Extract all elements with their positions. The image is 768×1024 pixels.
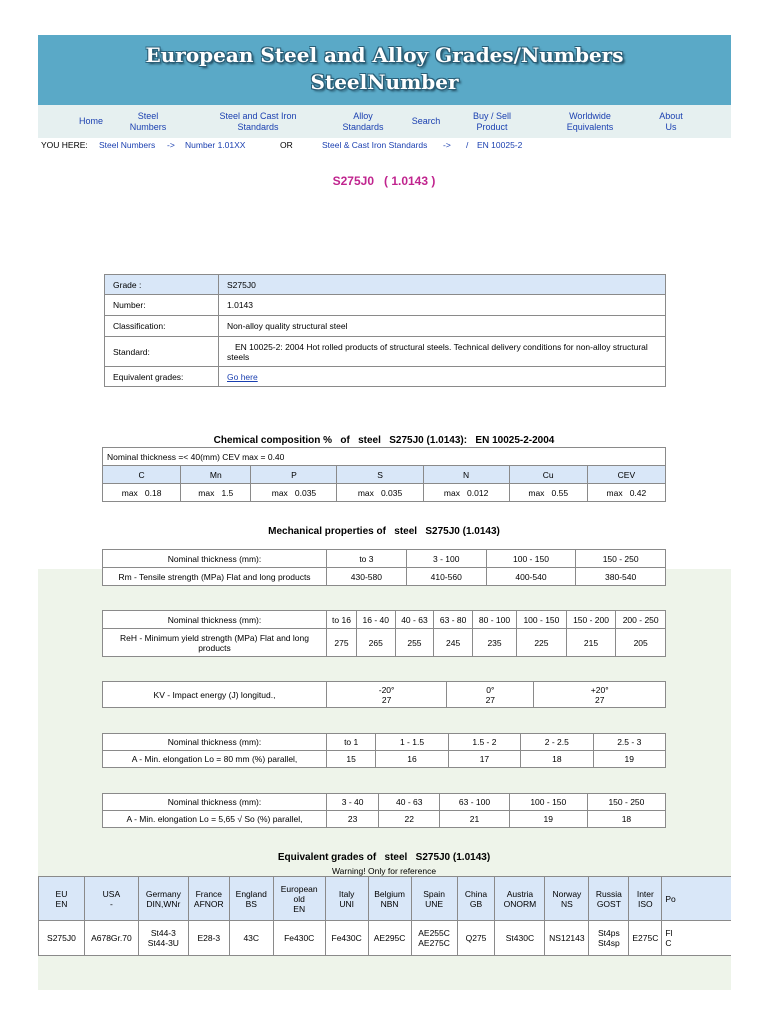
site-subtitle: SteelNumber [310, 70, 459, 94]
mech-title: Mechanical properties of steel S275J0 (1.0143) [268, 526, 500, 537]
yield-value: 215 [566, 629, 616, 657]
yield-header: 200 - 250 [616, 611, 666, 629]
yield-header-label: Nominal thickness (mm): [103, 611, 327, 629]
impact-temp: 0° [486, 684, 495, 695]
breadcrumb-label: YOU HERE: [41, 140, 88, 150]
chem-header: S [337, 466, 423, 484]
yield-value: 255 [395, 629, 434, 657]
table-row [103, 811, 666, 828]
table-row [105, 367, 666, 387]
table-row [105, 275, 666, 295]
equiv-value: Q275 [457, 921, 495, 956]
equiv-header: Austria ONORM [495, 877, 545, 921]
nav-worldwide-equivalents[interactable]: Worldwide Equivalents [566, 110, 614, 132]
yield-header: 40 - 63 [395, 611, 434, 629]
yield-value: 265 [356, 629, 395, 657]
chem-value: max 0.42 [587, 484, 665, 502]
table-row [103, 484, 666, 502]
tensile-value: 430-580 [327, 568, 407, 586]
yield-header: to 16 [327, 611, 357, 629]
impact-table [102, 681, 666, 708]
nav-buy-sell[interactable]: Buy / Sell Product [472, 110, 512, 132]
chem-header: CEV [587, 466, 665, 484]
nav-home[interactable]: Home [78, 116, 103, 126]
equiv-value: NS12143 [545, 921, 589, 956]
elong565-value: 18 [587, 811, 665, 828]
elong565-header: 100 - 150 [509, 794, 587, 811]
nav-alloy-standards[interactable]: Alloy Standards [342, 110, 384, 132]
table-row [103, 682, 666, 708]
info-label: Number: [105, 295, 219, 316]
table-row [105, 316, 666, 337]
equiv-value: Fl C [662, 921, 731, 956]
chem-title: Chemical composition % of steel S275J0 (1.0143): EN 10025-2-2004 [213, 435, 555, 446]
table-row [103, 448, 666, 466]
elong80-value: 18 [521, 751, 593, 768]
equiv-value: Fe430C [273, 921, 325, 956]
equiv-header: England BS [229, 877, 273, 921]
yield-value: 205 [616, 629, 666, 657]
elong565-value: 21 [440, 811, 510, 828]
yield-header: 100 - 150 [517, 611, 567, 629]
elong565-value: 19 [509, 811, 587, 828]
chem-note: Nominal thickness =< 40(mm) CEV max = 0.40 [103, 448, 666, 466]
tensile-row-label: Rm - Tensile strength (MPa) Flat and long products [103, 568, 327, 586]
tensile-header: 100 - 150 [486, 550, 576, 568]
table-row [103, 466, 666, 484]
table-row [103, 611, 666, 629]
info-value: 1.0143 [219, 295, 666, 316]
grade-info-table [104, 274, 666, 387]
yield-value: 275 [327, 629, 357, 657]
yield-header: 150 - 200 [566, 611, 616, 629]
elong80-header-label: Nominal thickness (mm): [103, 734, 327, 751]
elong80-header: 2.5 - 3 [593, 734, 665, 751]
chem-header: N [423, 466, 509, 484]
equiv-value: S275J0 [39, 921, 85, 956]
elongation-80-table [102, 733, 666, 768]
impact-value: 27 [381, 694, 392, 705]
equiv-header: Inter ISO [629, 877, 662, 921]
chem-value: max 0.035 [251, 484, 337, 502]
impact-value: 27 [485, 694, 496, 705]
table-row [105, 337, 666, 367]
table-row [103, 734, 666, 751]
info-label: Standard: [105, 337, 219, 367]
equiv-table-clip [38, 876, 731, 956]
grade-title: S275J0 ( 1.0143 ) [332, 174, 436, 188]
elong565-header-label: Nominal thickness (mm): [103, 794, 327, 811]
equiv-header: USA - [84, 877, 138, 921]
site-header [38, 35, 731, 105]
info-label: Grade : [105, 275, 219, 295]
equiv-value: 43C [229, 921, 273, 956]
yield-value: 235 [472, 629, 516, 657]
table-row [105, 295, 666, 316]
elong565-value: 22 [379, 811, 440, 828]
equiv-header: Norway NS [545, 877, 589, 921]
chem-header: Cu [509, 466, 587, 484]
breadcrumb-steel-numbers[interactable]: Steel Numbers [99, 140, 156, 150]
elong565-header: 3 - 40 [327, 794, 379, 811]
impact-temp: -20° [378, 684, 395, 695]
chem-value: max 1.5 [181, 484, 251, 502]
equiv-header: Po [662, 877, 731, 921]
equiv-value: St430C [495, 921, 545, 956]
elong80-header: 1.5 - 2 [448, 734, 520, 751]
equiv-value: E28-3 [188, 921, 229, 956]
chem-value: max 0.012 [423, 484, 509, 502]
breadcrumb-number[interactable]: Number 1.01XX [185, 140, 246, 150]
tensile-header: 150 - 250 [576, 550, 666, 568]
yield-value: 225 [517, 629, 567, 657]
equivalent-grades-link[interactable]: Go here [227, 371, 258, 382]
equiv-header: Belgium NBN [368, 877, 411, 921]
elong80-header: to 1 [327, 734, 376, 751]
equiv-value: E275C [629, 921, 662, 956]
chem-header: P [251, 466, 337, 484]
chem-table [102, 447, 666, 502]
equiv-value: AE255C AE275C [411, 921, 457, 956]
chem-value: max 0.035 [337, 484, 423, 502]
impact-temp: +20° [590, 684, 609, 695]
equiv-header: EU EN [39, 877, 85, 921]
equiv-header: European old EN [273, 877, 325, 921]
equiv-value: A678Gr.70 [84, 921, 138, 956]
breadcrumb-arrow: -> [167, 140, 175, 150]
tensile-header: to 3 [327, 550, 407, 568]
nav-steel-standards[interactable]: Steel and Cast Iron Standards [219, 110, 297, 132]
equiv-header: France AFNOR [188, 877, 229, 921]
equiv-header: Spain UNE [411, 877, 457, 921]
table-row [103, 568, 666, 586]
elong80-row-label: A - Min. elongation Lo = 80 mm (%) parallel, [103, 751, 327, 768]
nav-about-us[interactable]: About Us [659, 110, 683, 132]
chem-value: max 0.55 [509, 484, 587, 502]
elong565-header: 40 - 63 [379, 794, 440, 811]
table-row [103, 629, 666, 657]
elong565-row-label: A - Min. elongation Lo = 5,65 √ So (%) parallel, [103, 811, 327, 828]
tensile-value: 410-560 [406, 568, 486, 586]
equiv-value: AE295C [368, 921, 411, 956]
info-label: Equivalent grades: [105, 367, 219, 387]
impact-value: 27 [594, 694, 605, 705]
info-label: Classification: [105, 316, 219, 337]
chem-header: C [103, 466, 181, 484]
elong80-value: 16 [376, 751, 448, 768]
equiv-table [38, 876, 731, 956]
info-value: EN 10025-2: 2004 Hot rolled products of structural steels. Technical delivery conditions for non-alloy structural steels [219, 337, 666, 367]
elong80-value: 17 [448, 751, 520, 768]
yield-row-label: ReH - Minimum yield strength (MPa) Flat and long products [103, 629, 327, 657]
nav-steel-numbers[interactable]: Steel Numbers [129, 110, 167, 132]
yield-header: 16 - 40 [356, 611, 395, 629]
tensile-value: 400-540 [486, 568, 576, 586]
tensile-table [102, 549, 666, 586]
yield-value: 245 [434, 629, 473, 657]
info-value: S275J0 [219, 275, 666, 295]
breadcrumb-standards[interactable]: Steel & Cast Iron Standards [322, 140, 428, 150]
equiv-title: Equivalent grades of steel S275J0 (1.0143) [277, 852, 491, 863]
equiv-header: China GB [457, 877, 495, 921]
yield-table [102, 610, 666, 657]
elongation-565-table [102, 793, 666, 828]
main-nav [38, 105, 731, 138]
chem-value: max 0.18 [103, 484, 181, 502]
table-row [39, 877, 732, 921]
elong565-value: 23 [327, 811, 379, 828]
elong80-header: 2 - 2.5 [521, 734, 593, 751]
equiv-header: Germany DIN,WNr [138, 877, 188, 921]
site-title: European Steel and Alloy Grades/Numbers [145, 43, 624, 67]
equiv-value: St4ps St4sp [589, 921, 629, 956]
info-value: Non-alloy quality structural steel [219, 316, 666, 337]
table-row [103, 751, 666, 768]
yield-header: 63 - 80 [434, 611, 473, 629]
tensile-header-label: Nominal thickness (mm): [103, 550, 327, 568]
breadcrumb-slash: / [466, 140, 469, 150]
breadcrumb-or: OR [280, 140, 293, 150]
equiv-header: Italy UNI [325, 877, 368, 921]
table-row [103, 550, 666, 568]
impact-label: KV - Impact energy (J) longitud., [103, 682, 327, 708]
yield-header: 80 - 100 [472, 611, 516, 629]
table-row [103, 794, 666, 811]
equiv-header: Russia GOST [589, 877, 629, 921]
tensile-header: 3 - 100 [406, 550, 486, 568]
elong565-header: 63 - 100 [440, 794, 510, 811]
tensile-value: 380-540 [576, 568, 666, 586]
chem-header: Mn [181, 466, 251, 484]
elong80-value: 15 [327, 751, 376, 768]
elong80-header: 1 - 1.5 [376, 734, 448, 751]
breadcrumb-en[interactable]: EN 10025-2 [477, 140, 523, 150]
elong565-header: 150 - 250 [587, 794, 665, 811]
equiv-warning: Warning! Only for reference [331, 866, 437, 876]
table-row [39, 921, 732, 956]
breadcrumb-arrow: -> [443, 140, 451, 150]
equiv-value: St44-3 St44-3U [138, 921, 188, 956]
elong80-value: 19 [593, 751, 665, 768]
nav-search[interactable]: Search [411, 116, 441, 126]
equiv-value: Fe430C [325, 921, 368, 956]
